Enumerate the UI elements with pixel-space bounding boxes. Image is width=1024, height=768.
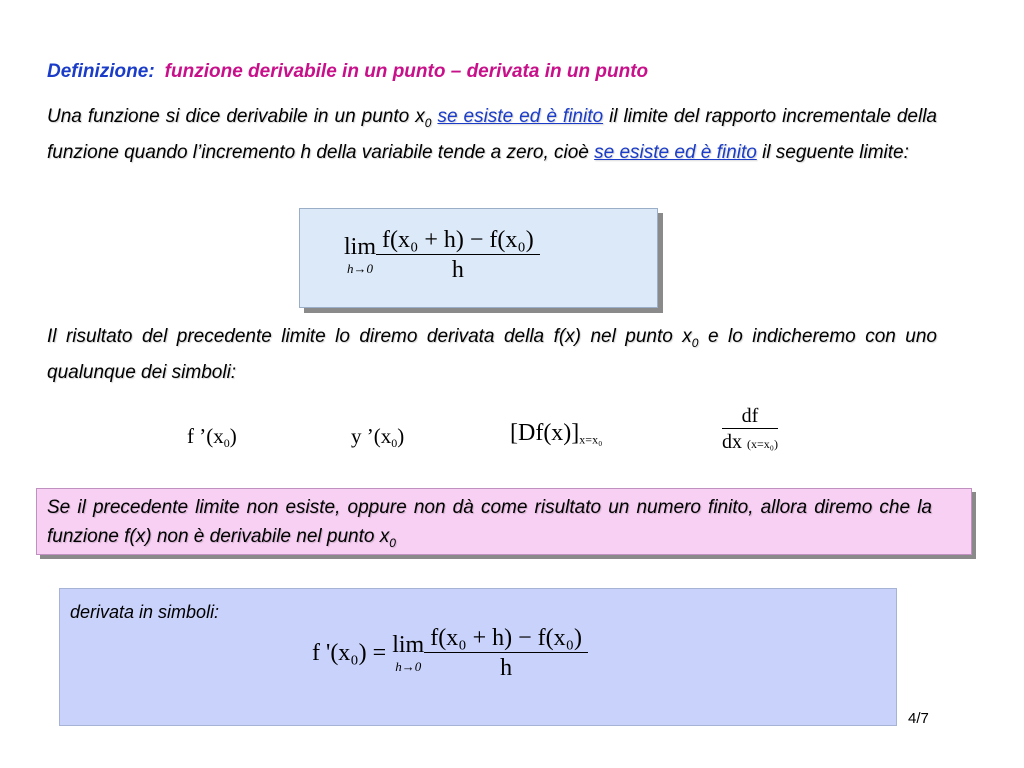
paragraph2-text-b: e lo indicheremo con uno qualunque dei simboli:: [47, 326, 937, 383]
leibniz-denominator: [722, 428, 778, 454]
symbol-y-prime: [351, 424, 404, 451]
page-number: 4/7: [908, 710, 929, 727]
symbol-df-bracket-main: [Df(x)]: [510, 420, 580, 446]
summary-lim-operator: [392, 632, 424, 675]
warning-text: Se il precedente limite non esiste, oppure non dà come risultato un numero finito, allora diremo che la funzione f(x) non è derivabile nel punto x: [47, 497, 932, 547]
paragraph1-text-b: il limite del rapporto incrementale della funzione quando l’incremento h della variabile tende a zero, cioè: [47, 106, 938, 163]
exists-finite-link-1[interactable]: se esiste ed è finito: [437, 106, 604, 127]
symbol-leibniz: [722, 405, 778, 454]
quotient-numerator: f(x₀ + h) − f(x₀): [382, 227, 534, 253]
lim-subscript: h→0: [347, 261, 373, 276]
paragraph2-subscript: 0: [691, 335, 699, 350]
definition-heading: [47, 61, 648, 83]
result-paragraph: [47, 322, 937, 387]
symbol-df-bracket: [510, 420, 602, 447]
lim-word: lim: [344, 234, 377, 260]
definition-title: funzione derivabile in un punto – derivata in un punto: [164, 61, 649, 82]
exists-finite-link-2[interactable]: se esiste ed è finito: [594, 141, 757, 163]
summary-difference-quotient: [424, 625, 588, 682]
quotient-denominator: h: [376, 254, 540, 284]
paragraph1-subscript: 0: [424, 115, 432, 130]
derivative-lhs: f '(x₀) =: [312, 640, 393, 666]
symbol-y-prime-end: ): [397, 424, 405, 448]
paragraph1-text-a: Una funzione si dice derivabile in un punto x: [47, 106, 425, 127]
difference-quotient-limit: [344, 227, 540, 284]
lim-operator: [344, 234, 376, 277]
summary-numerator: f(x₀ + h) − f(x₀): [430, 625, 582, 651]
symbol-f-prime: [187, 424, 237, 451]
symbol-y-prime-main: y ’(x: [351, 424, 392, 448]
leibniz-numerator: df: [741, 405, 759, 427]
summary-title: derivata in simboli:: [70, 602, 220, 622]
symbol-f-prime-end: ): [229, 424, 237, 448]
definition-paragraph: [47, 102, 937, 167]
symbol-f-prime-main: f ’(x: [187, 424, 224, 448]
definition-label: Definizione:: [47, 61, 155, 82]
derivative-summary-box: [59, 588, 897, 726]
summary-lim-word: lim: [392, 632, 425, 658]
symbol-f-prime-sub: 0: [223, 435, 230, 450]
derivative-definition-formula: [312, 625, 588, 682]
symbol-df-bracket-sub: x=x₀: [579, 432, 603, 447]
non-derivable-text: [47, 493, 932, 558]
leibniz-den-text: dx: [722, 431, 742, 453]
non-derivable-box: [36, 488, 972, 555]
summary-lim-subscript: h→0: [395, 659, 422, 674]
paragraph2-text-a: Il risultato del precedente limite lo diremo derivata della f(x) nel punto x: [47, 326, 692, 347]
symbol-y-prime-sub: 0: [391, 435, 398, 450]
difference-quotient: [376, 227, 540, 284]
paragraph1-text-c: il seguente limite:: [756, 141, 909, 163]
warning-subscript: 0: [389, 535, 396, 550]
leibniz-condition: (x=x₀): [747, 437, 778, 451]
summary-denominator: h: [424, 652, 588, 682]
limit-formula-box: [299, 208, 658, 308]
